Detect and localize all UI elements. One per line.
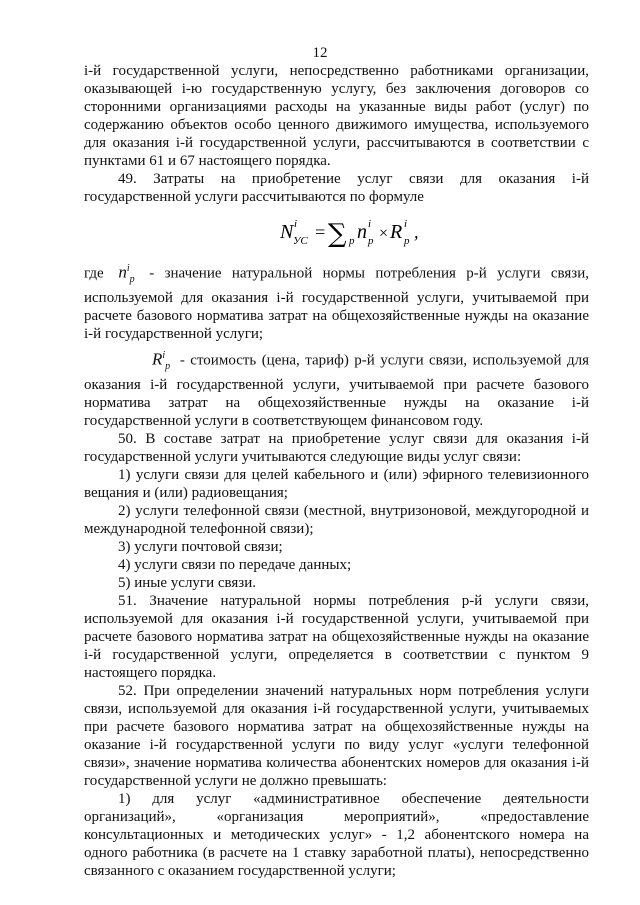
page-number: 12: [312, 45, 328, 61]
svg-text:i: i: [368, 218, 372, 230]
definition-n-text: - значение натуральной нормы потребления р-й услуги связи, используемой для оказания i-й государственной услуги, учитываемой при расчете базового норматива затрат на общехозяйственные нужды на оказание i-й государственной услуги;: [84, 265, 590, 343]
list-item: 4) услуги связи по передаче данных;: [118, 557, 352, 574]
svg-text:i: i: [294, 218, 298, 230]
svg-text:p: p: [368, 235, 374, 247]
svg-text:N: N: [280, 221, 294, 243]
paragraph-continuation: i-й государственной услуги, непосредственно работниками организации, оказывающей i-ю государственную услугу, без заключения договоров со сторонними организациями расходы на указанные виды работ (услуг) по содержанию объектов особо ценного движимого имущества, используемого для оказания i-й государственной услуги, рассчитываются в соответствии с пунктами 61 и 67 настоящего порядка.: [84, 63, 589, 169]
document-body: [84, 62, 589, 880]
definition-n: [84, 260, 589, 343]
symbol-n: $n^i_p$: [114, 262, 135, 286]
list-item: 2) услуги телефонной связи (местной, внутризоновой, междугородной и международной телефонной связи);: [84, 503, 589, 538]
paragraph-51: 51. Значение натуральной нормы потребления р-й услуги связи, используемой для оказания i-й государственной услуги, учитываемой при расчете базового норматива затрат на общехозяйственные нужды на оказание i-й государственной услуги, определяется в соответствии с пунктом 9 настоящего порядка.: [84, 593, 589, 682]
svg-text:p: p: [349, 235, 355, 247]
svg-text:∑: ∑: [328, 219, 347, 248]
formula-expression: [280, 214, 440, 248]
list-item: 5) иные услуги связи.: [118, 575, 257, 592]
paragraph-49: 49. Затраты на приобретение услуг связи для оказания i-й государственной услуги рассчитываются по формуле: [84, 171, 589, 205]
svg-text:n: n: [357, 221, 367, 243]
definition-r: [84, 347, 589, 430]
symbol-r: $R^i_p$: [152, 349, 171, 373]
svg-text:×: ×: [378, 225, 389, 242]
list-item: 3) услуги почтовой связи;: [118, 539, 283, 556]
svg-text:p: p: [404, 235, 410, 247]
svg-text:=: =: [314, 222, 327, 242]
svg-text:,: ,: [414, 222, 419, 242]
svg-text:i: i: [404, 218, 408, 230]
formula: [84, 206, 589, 258]
paragraph-50: 50. В составе затрат на приобретение услуг связи для оказания i-й государственной услуги учитываются следующие виды услуг связи:: [84, 431, 589, 466]
svg-text:R: R: [390, 221, 403, 243]
definition-prefix: где: [84, 265, 104, 282]
definition-r-text: - стоимость (цена, тариф) р-й услуги связи, используемой для оказания i-й государственной услуги, учитываемой при расчете базового норматива затрат на общехозяйственные нужды на оказание i-й государственной услуги в соответствующем финансовом году.: [84, 352, 589, 430]
paragraph-52: 52. При определении значений натуральных норм потребления услуги связи, используемой для оказания i-й государственной услуги, учитываемых при расчете базового норматива затрат на общехозяйственные нужды на оказание i-й государственной услуги по виду услуг «услуги телефонной связи», значение норматива количества абонентских номеров для оказания i-й государственной услуги не должно превышать:: [84, 683, 589, 790]
list-item: 1) услуги связи для целей кабельного и (или) эфирного телевизионного вещания и (или) радиовещания;: [84, 467, 589, 502]
svg-text:УС: УС: [293, 235, 308, 247]
paragraph-52-item-1: 1) для услуг «административное обеспечение деятельности организаций», «организация мероприятий», «предоставление консультационных и методических услуг» - 1,2 абонентского номера на одного работника (в расчете на 1 ставку заработной платы), непосредственно связанного с оказанием государственной услуги;: [84, 791, 589, 880]
